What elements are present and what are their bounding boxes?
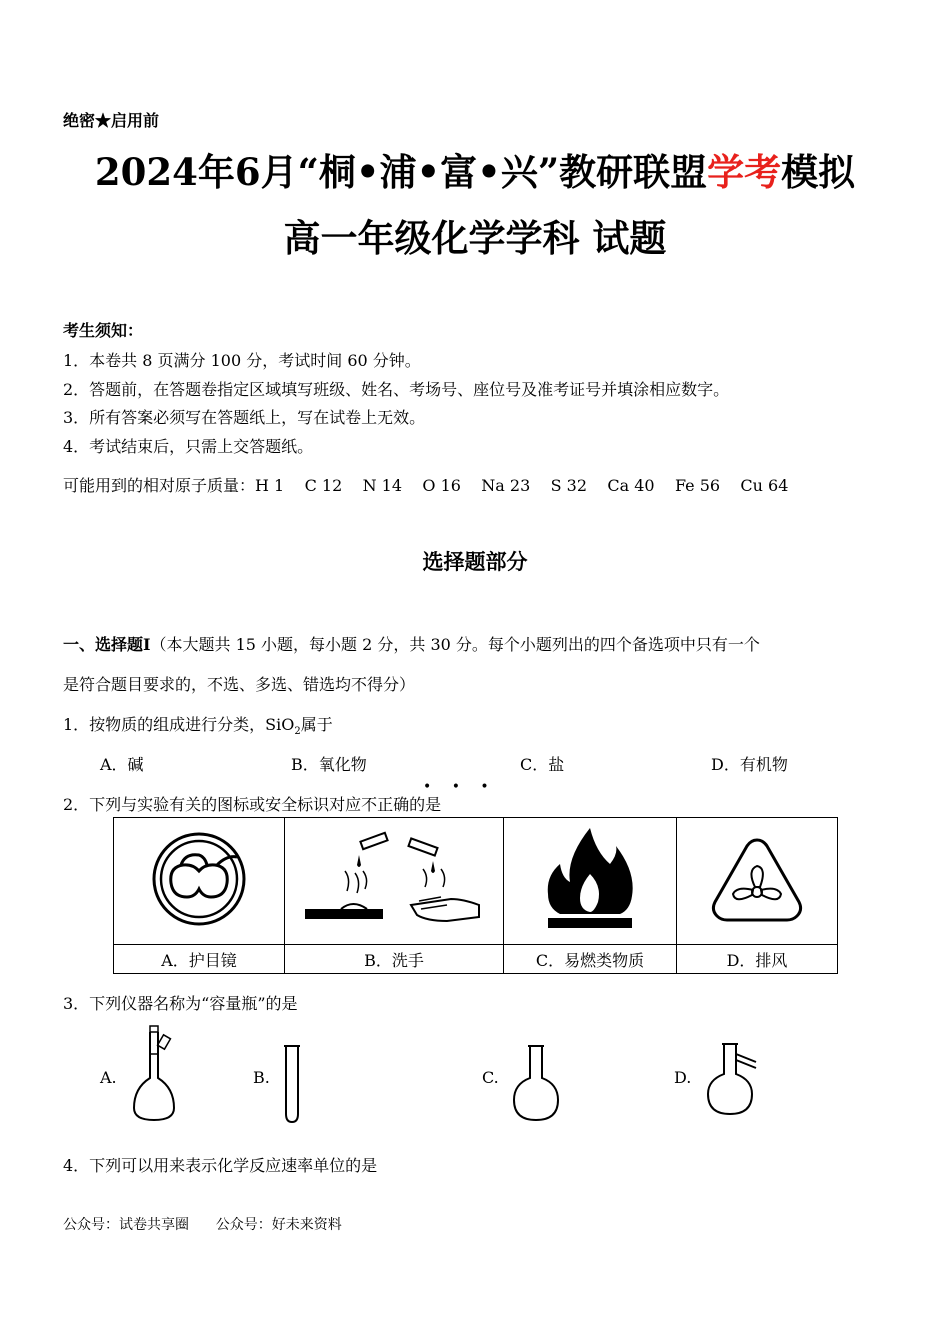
atomic-masses: 可能用到的相对原子质量：H 1 C 12 N 14 O 16 Na 23 S 32 Ca 40 Fe 56 Cu 64: [63, 476, 789, 495]
q1-stem-text: 1．按物质的组成进行分类，SiO: [63, 715, 295, 734]
q3-option-a[interactable]: A.: [100, 1068, 117, 1087]
part-desc: （本大题共 15 小题，每小题 2 分，共 30 分。每个小题列出的四个备选项中只有一个: [150, 635, 760, 654]
q3-option-d[interactable]: D.: [674, 1068, 692, 1087]
title-part-a: 2024年6月“桐•浦•富•兴”教研联盟: [94, 150, 708, 194]
q1-option-d[interactable]: D．有机物: [711, 755, 788, 774]
part-desc-cont: 是符合题目要求的，不选、多选、错选均不得分）: [63, 675, 416, 694]
q1-subscript: 2: [294, 726, 301, 738]
q1-option-b[interactable]: B．氧化物: [291, 755, 367, 774]
wash-hands-cell[interactable]: [285, 818, 504, 945]
title-highlight: 学考: [707, 150, 782, 194]
part-intro: [63, 632, 760, 655]
notice-item: 4．考试结束后，只需上交答题纸。: [63, 437, 314, 456]
footer-text: 公众号：试卷共享圈 公众号：好未来资料: [63, 1217, 342, 1233]
goggles-cell[interactable]: [114, 818, 285, 945]
exhaust-fan-icon: [709, 834, 805, 924]
notice-heading: 考生须知：: [63, 321, 144, 340]
caption-a: A．护目镜: [114, 945, 285, 974]
part-label: 一、选择题Ⅰ: [63, 635, 151, 654]
notice-item: 2．答题前，在答题卷指定区域填写班级、姓名、考场号、座位号及准考证号并填涂相应数字。: [63, 380, 730, 399]
q3-option-b[interactable]: B.: [253, 1068, 270, 1087]
caption-c: C．易燃类物质: [504, 945, 677, 974]
q2-icon-table: [113, 817, 838, 974]
exam-title-line1: [0, 142, 950, 196]
question-1-stem: [63, 712, 333, 737]
question-4-stem: 4．下列可以用来表示化学反应速率单位的是: [63, 1156, 378, 1175]
notice-item: 1．本卷共 8 页满分 100 分，考试时间 60 分钟。: [63, 351, 421, 370]
caption-b: B．洗手: [285, 945, 504, 974]
flammable-cell[interactable]: [504, 818, 677, 945]
q1-option-a[interactable]: A．碱: [100, 755, 144, 774]
q1-option-c[interactable]: C．盐: [520, 755, 565, 774]
exhaust-cell[interactable]: [677, 818, 838, 945]
question-2-stem: 2．下列与实验有关的图标或安全标识对应不正确的是: [63, 795, 442, 814]
test-tube-icon: [280, 1044, 304, 1124]
notice-item: 3．所有答案必须写在答题纸上，写在试卷上无效。: [63, 408, 426, 427]
wash-hands-icon: [301, 829, 487, 929]
caption-d: D．排风: [677, 945, 838, 974]
goggles-icon: [151, 831, 247, 927]
q3-option-c[interactable]: C.: [482, 1068, 499, 1087]
question-3-stem: 3．下列仪器名称为“容量瓶”的是: [63, 994, 298, 1013]
round-flask-icon: [508, 1044, 564, 1124]
title-part-b: 模拟: [781, 150, 856, 194]
flame-icon: [540, 824, 640, 934]
emphasis-dots: • • •: [423, 779, 497, 795]
volumetric-flask-icon: [128, 1024, 184, 1124]
exam-title-line2: 高一年级化学学科 试题: [283, 216, 667, 260]
distilling-flask-icon: [702, 1040, 762, 1120]
confidential-label: 绝密★启用前: [63, 111, 160, 130]
q1-stem-text-end: 属于: [300, 715, 333, 734]
section-title: 选择题部分: [422, 549, 528, 574]
